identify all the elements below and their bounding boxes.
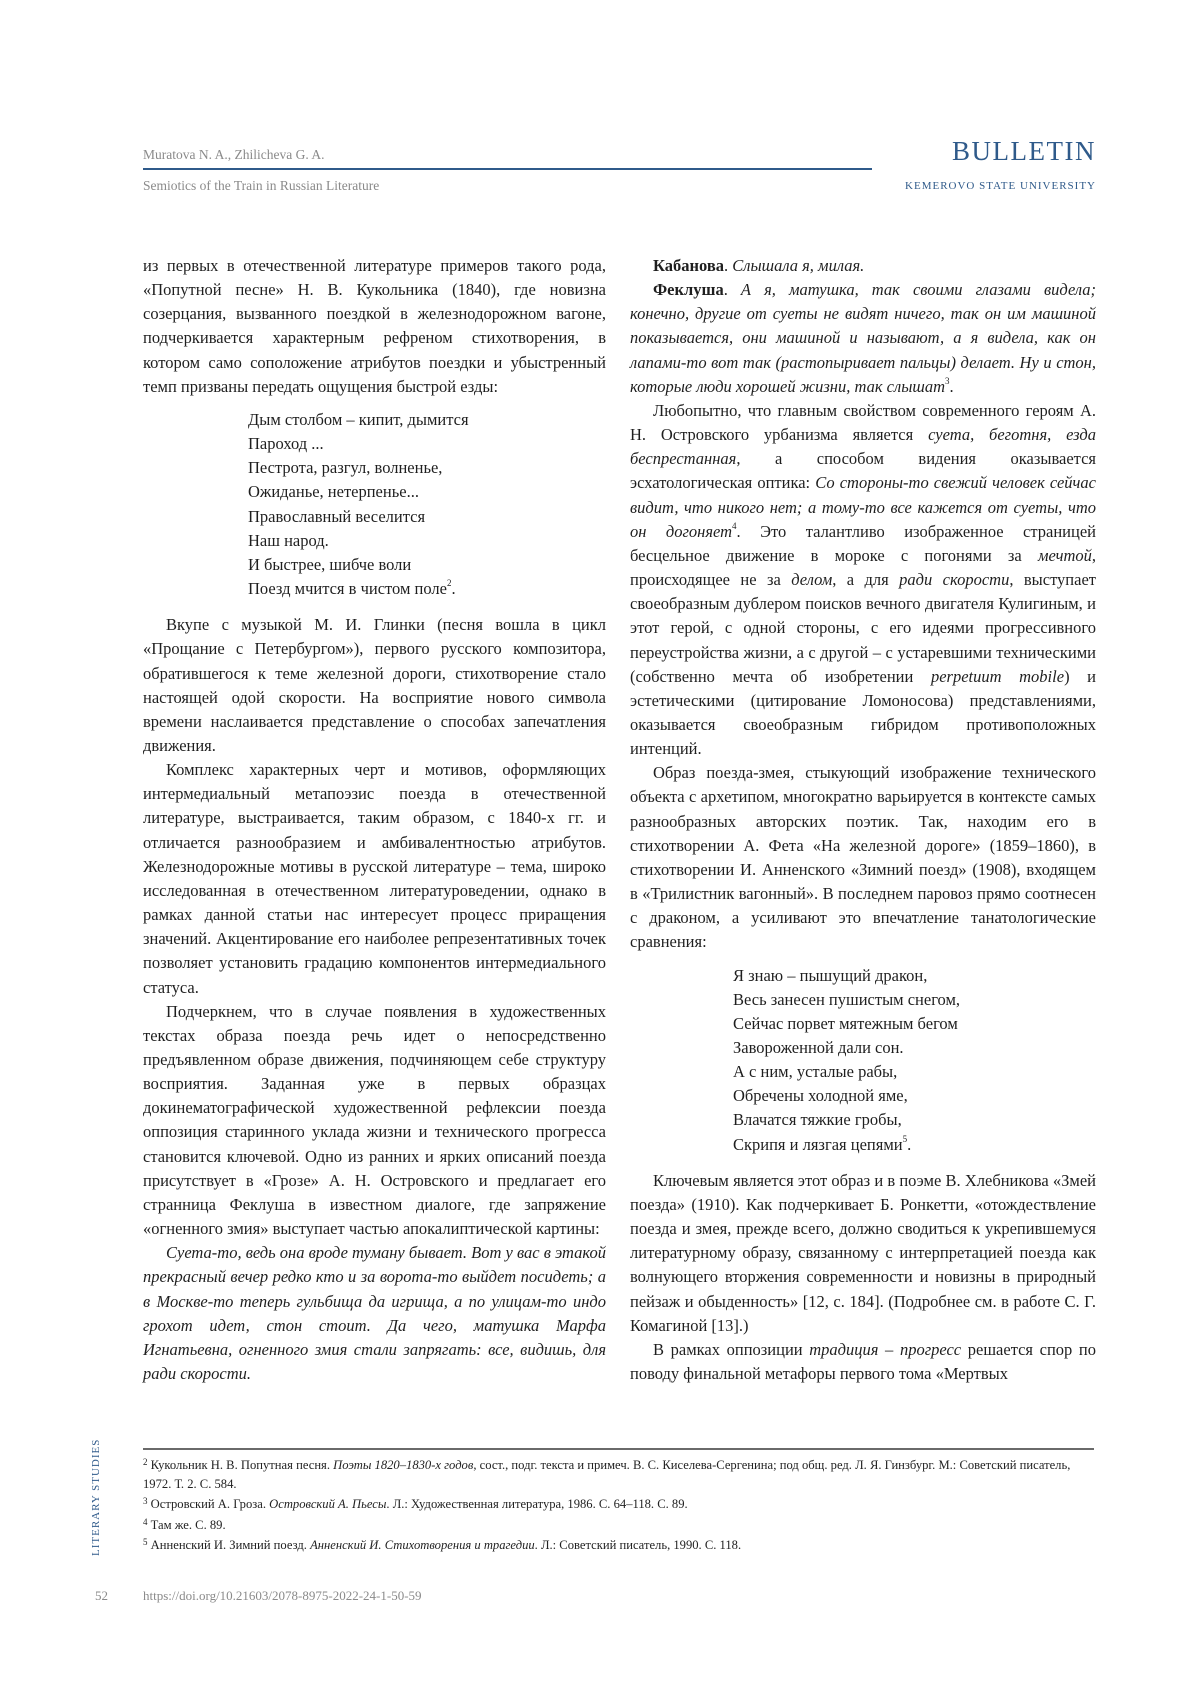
poem-line: А с ним, усталые рабы, (733, 1062, 898, 1082)
right-column (630, 254, 1096, 1386)
footnote-text: Островский А. Гроза. (150, 1497, 270, 1511)
journal-logo (905, 134, 1096, 192)
footnote-ref[interactable]: 5 (902, 1133, 908, 1144)
poem-line: Влачатся тяжкие гробы, (733, 1110, 902, 1130)
text-run: . Это талантливо изображенное страницей бесцельное движение в мороке с погонями за (630, 521, 1096, 565)
text-run: , происходящее не за (630, 545, 1096, 590)
text-run: , а для (832, 570, 900, 590)
text-run: В рамках оппозиции (653, 1339, 810, 1359)
poem-line: Пестрота, разгул, волненье, (248, 458, 443, 478)
footnote-ref[interactable]: 2 (446, 578, 452, 589)
italic-run: Со стороны-то свежий человек сейчас видит, что никого нет; а тому-то все кажется от суеты, что он догоняет (630, 473, 1096, 541)
speech: А я, матушка, так своими глазами видела; конечно, другие от суеты не видят ничего, так он им машиной показывается, они машиной и называют, а я видела, как он лапами-то вот так (растопыривает пальцы) делает. Ну и стон, которые люди хорошей жизни, так слышат (630, 280, 1097, 396)
paragraph: Вкупе с музыкой М. И. Глинки (песня вошла в цикл «Прощание с Петербургом»), первого русского композитора, обратившегося к теме железной дороги, стихотворение стало настоящей одой скорости. На восприятие нового символа времени наслаивается представление о способах запечатления движения. (143, 615, 606, 755)
italic-run: суета, беготня, езда беспрестанная (630, 425, 1096, 469)
poem-line: Православный веселится (248, 506, 426, 526)
poem-annensky (630, 964, 1096, 1157)
footnote-italic: Поэты 1820–1830-х годов (333, 1458, 474, 1472)
paragraph: Комплекс характерных черт и мотивов, оформляющих интермедиальный метапоэзис поезда в отечественной литературе, выстраивается, таким образом, с 1840-х гг. и отличается разнообразием и амбивалентностью атрибутов. Железнодорожные мотивы в русской литературе – тема, широко исследованная в отечественном литературоведении, однако в рамках данной статьи нас интересует процесс приращения значений. Акцентирование его наиболее репрезентативных точек позволяет установить градацию компонентов интермедиального статуса. (143, 760, 606, 997)
poem-line: Завороженной дали сон. (733, 1038, 904, 1057)
speaker-name: Феклуша (653, 280, 724, 300)
italic-run: perpetuum mobile (930, 666, 1065, 686)
footnote-italic: Анненский И. Стихотворения и трагедии (310, 1538, 535, 1552)
running-header (143, 146, 872, 195)
poem-kukolnik (143, 408, 606, 601)
left-column (143, 254, 606, 1386)
footnote (143, 1536, 1094, 1555)
footnote-italic: Островский А. Пьесы (269, 1497, 387, 1511)
footnote-number: 3 (143, 1496, 148, 1506)
header-rule (143, 168, 872, 170)
paragraph: Образ поезда-змея, стыкующий изображение технического объекта с архетипом, многократно варьируется в контексте самых разнообразных авторских поэтик. Так, находим его в стихотворении А. Фета «На железной дороге» (1859–1860), в стихотворении И. Анненского «Зимний поезд» (1908), входящем в «Трилистник вагонный». В последнем паровоз прямо соотнесен с драконом, а усиливают это впечатление танатологические сравнения: (630, 763, 1096, 952)
poem-line: И быстрее, шибче воли (248, 554, 412, 574)
paragraph: из первых в отечественной литературе примеров такого рода, «Попутной песне» Н. В. Кукольника (1840), где новизна созерцания, вызванного поездкой в железнодорожном вагоне, подчеркивается характерным рефреном стихотворения, в котором само соположение атрибутов поездки и убыстренный темп призваны передать ощущения быстрой езды: (143, 256, 606, 396)
text-run: Любопытно, что главным свойством современного героям А. Н. Островского урбанизма является (630, 400, 1096, 445)
footnote-ref[interactable]: 4 (732, 520, 737, 531)
header-authors: Muratova N. A., Zhilicheva G. A. (143, 147, 325, 162)
footnote-text: Там же. С. 89. (150, 1517, 226, 1532)
poem-line: Пароход ... (248, 434, 324, 454)
text-run: , а способом видения оказывается эсхатологическая оптика: (630, 449, 1096, 493)
footnote-number: 4 (143, 1516, 148, 1527)
header-subtitle: Semiotics of the Train in Russian Literature (143, 178, 380, 193)
footnote-number: 2 (143, 1457, 148, 1467)
footnote (143, 1456, 1094, 1493)
journal-name: BULLETIN (952, 136, 1096, 166)
poem-line: Ожиданье, нетерпенье... (248, 482, 419, 502)
journal-university: KEMEROVO STATE UNIVERSITY (905, 180, 1096, 192)
quote-paragraph: Суета-то, ведь она вроде туману бывает. Вот у вас в этакой прекрасный вечер редко кто и за ворота-то выйдет посидеть; а в Москве-то теперь гульбища да игрища, а по улицам-то индо грохот идет, стон стоит. Да чего, матушка Марфа Игнатьевна, огненного змия стали запрягать: все, видишь, для ради скорости. (143, 1243, 606, 1384)
poem-line: Весь занесен пушистым снегом, (733, 989, 961, 1009)
footnote (143, 1516, 1094, 1535)
poem-line-text: Скрипя и лязгая цепями (733, 1134, 903, 1154)
italic-run: традиция – прогресс (809, 1339, 962, 1359)
paragraph: Подчеркнем, что в случае появления в художественных текстах образа поезда речь идет о непосредственно предъявленном образе движения, подчиняющем себе структуру восприятия. Заданная уже в первых образцах докинематографической художественной рефлексии поезда оппозиция старинного уклада жизни и технического прогресса становится ключевой. Одно из ранних и ярких описаний поезда присутствует в «Грозе» А. Н. Островского и предлагает его странница Феклуша в известном диалоге, где запряжение «огненного змия» выступает частью апокалиптической картины: (143, 1001, 606, 1239)
text-run: , выступает своеобразным дублером поисков вечного двигателя Кулигиным, и этот герой, с одной стороны, с его идеями прогрессивного переустройства жизни, а с другой – с устаревшими техническими (собственно мечта об изобретении (630, 570, 1096, 686)
poem-line: Сейчас порвет мятежным бегом (733, 1013, 958, 1033)
text-run: ) и эстетическими (цитирование Ломоносова) представлениями, оказывается своеобразным гибридом противоположных интенций. (630, 666, 1097, 759)
poem-line: Наш народ. (248, 530, 329, 550)
footnote-text: Кукольник Н. В. Попутная песня. (150, 1458, 334, 1472)
footnote-text: . Л.: Советский писатель, 1990. С. 118. (534, 1538, 742, 1552)
italic-run: делом (791, 570, 833, 590)
dialogue-line: Кабанова. Слышала я, милая. (653, 256, 865, 275)
doi-link[interactable]: https://doi.org/10.21603/2078-8975-2022-24-1-50-59 (143, 1588, 422, 1603)
poem-line: Поезд мчится в чистом поле$^2$. (248, 578, 456, 599)
footnote-rule (143, 1448, 1094, 1450)
footnote-text: , сост., подг. текста и примеч. В. С. Киселева-Сергенина; под общ. ред. Л. Я. Гинзбург. М.: Советский писатель, 1972. Т. 2. С. 584. (143, 1458, 1071, 1491)
paragraph (630, 1338, 1096, 1386)
dialogue-line: Феклуша. А я, матушка, так своими глазами видела; конечно, другие от суеты не видят ничего, так он им машиной показывается, они машиной и называют, а я видела, как он лапами-то вот так (растопыривает пальцы) делает. Ну и стон, которые люди хорошей жизни, так слышат$^3$. (630, 280, 1097, 396)
poem-line: Обречены холодной яме, (733, 1086, 908, 1106)
paragraph: Ключевым является этот образ и в поэме В. Хлебникова «Змей поезда» (1910). Как подчеркивает Б. Ронкетти, «отождествление поезда и змея, прежде всего, должно сводиться к укрепившемуся литературному образу, связанному с интерпретацией поезда как волнующего вторжения современности и новизны в природный пейзаж и обыденность» [12, с. 184]. (Подробнее см. в работе С. Г. Комагиной [13].) (630, 1170, 1096, 1335)
footnote-number: 5 (143, 1537, 148, 1547)
poem-line: Скрипя и лязгая цепями$^5$. (733, 1133, 912, 1154)
paragraph (630, 399, 1096, 761)
text-run: решается спор по поводу финальной метафоры первого тома «Мертвых (630, 1339, 1097, 1384)
italic-run: мечтой (1037, 545, 1092, 565)
poem-line: Дым столбом – кипит, дымится (248, 409, 469, 429)
footnote-text: Анненский И. Зимний поезд. (150, 1538, 311, 1552)
poem-line: Я знаю – пышущий дракон, (733, 965, 928, 985)
italic-run: ради скорости (899, 570, 1010, 590)
speech: Слышала я, милая. (732, 256, 865, 275)
speaker-name: Кабанова (653, 256, 725, 275)
footnotes (143, 1456, 1094, 1557)
footnote-text: . Л.: Художественная литература, 1986. С. 64–118. С. 89. (386, 1497, 688, 1511)
footnote-ref[interactable]: 3 (945, 375, 950, 386)
section-side-label: LITERARY STUDIES (90, 1438, 102, 1556)
page-number: 52 (95, 1588, 108, 1603)
poem-line-text: Поезд мчится в чистом поле (248, 579, 447, 599)
footnote (143, 1495, 1094, 1514)
